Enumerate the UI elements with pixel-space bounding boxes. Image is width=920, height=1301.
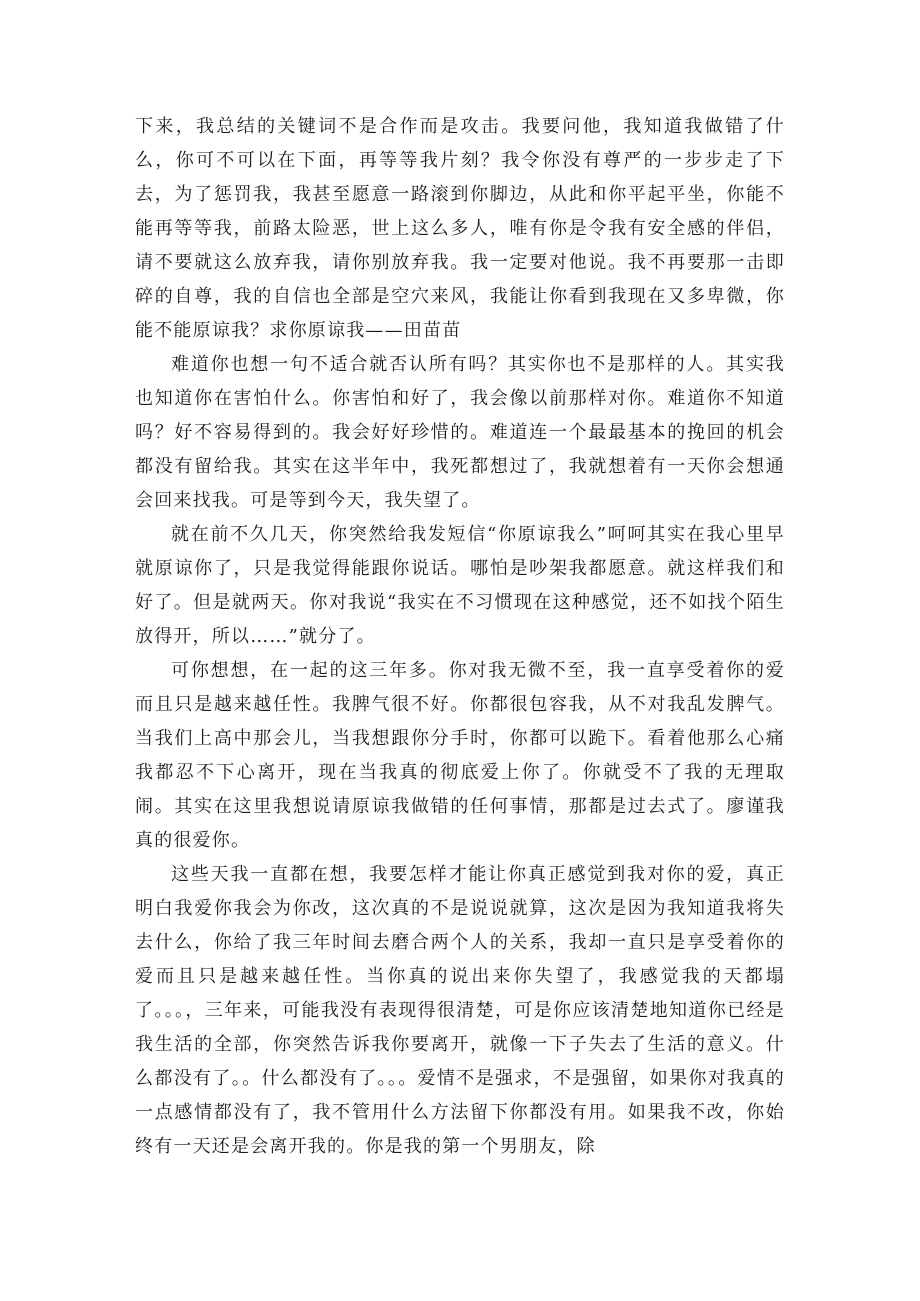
document-body (135, 110, 785, 1164)
paragraph-5: 这些天我一直都在想，我要怎样才能让你真正感觉到我对你的爱，真正明白我爱你我会为你改，这次真的不是说说就算，这次是因为我知道我将失去什么，你给了我三年时间去磨合两个人的关系，我却一直只是享受着你的爱而且只是越来越任性。当你真的说出来你失望了，我感觉我的天都塌了。。。，三年来，可能我没有表现得很清楚，可是你应该清楚地知道你已经是我生活的全部，你突然告诉我你要离开，就像一下子失去了生活的意义。什么都没有了。。什么都没有了。。。爱情不是强求，不是强留，如果你对我真的一点感情都没有了，我不管用什么方法留下你都没有用。如果我不改，你始终有一天还是会离开我的。你是我的第一个男朋友，除 (135, 864, 785, 1157)
paragraph-4: 可你想想，在一起的这三年多。你对我无微不至，我一直享受着你的爱而且只是越来越任性。我脾气很不好。你都很包容我，从不对我乱发脾气。当我们上高中那会儿，当我想跟你分手时，你都可以跪下。看着他那么心痛我都忍不下心离开，现在当我真的彻底爱上你了。你就受不了我的无理取闹。其实在这里我想说请原谅我做错的任何事情，那都是过去式了。廖谨我真的很爱你。 (135, 660, 785, 851)
paragraph-3: 就在前不久几天，你突然给我发短信“你原谅我么”呵呵其实在我心里早就原谅你了，只是我觉得能跟你说话。哪怕是吵架我都愿意。就这样我们和好了。但是就两天。你对我说“我实在不习惯现在这种感觉，还不如找个陌生放得开，所以……”就分了。 (135, 524, 785, 647)
paragraph-2: 难道你也想一句不适合就否认所有吗？其实你也不是那样的人。其实我也知道你在害怕什么。你害怕和好了，我会像以前那样对你。难道你不知道吗？好不容易得到的。我会好好珍惜的。难道连一个最最基本的挽回的机会都没有留给我。其实在这半年中，我死都想过了，我就想着有一天你会想通会回来找我。可是等到今天，我失望了。 (135, 354, 785, 511)
paragraph-1: 下来，我总结的关键词不是合作而是攻击。我要问他，我知道我做错了什么，你可不可以在下面，再等等我片刻？我令你没有尊严的一步步走了下去，为了惩罚我，我甚至愿意一路滚到你脚边，从此和你平起平坐，你能不能再等等我，前路太险恶，世上这么多人，唯有你是令我有安全感的伴侣，请不要就这么放弃我，请你别放弃我。我一定要对他说。我不再要那一击即碎的自尊，我的自信也全部是空穴来风，我能让你看到我现在又多卑微，你能不能原谅我？求你原谅我——田苗苗 (135, 116, 785, 341)
